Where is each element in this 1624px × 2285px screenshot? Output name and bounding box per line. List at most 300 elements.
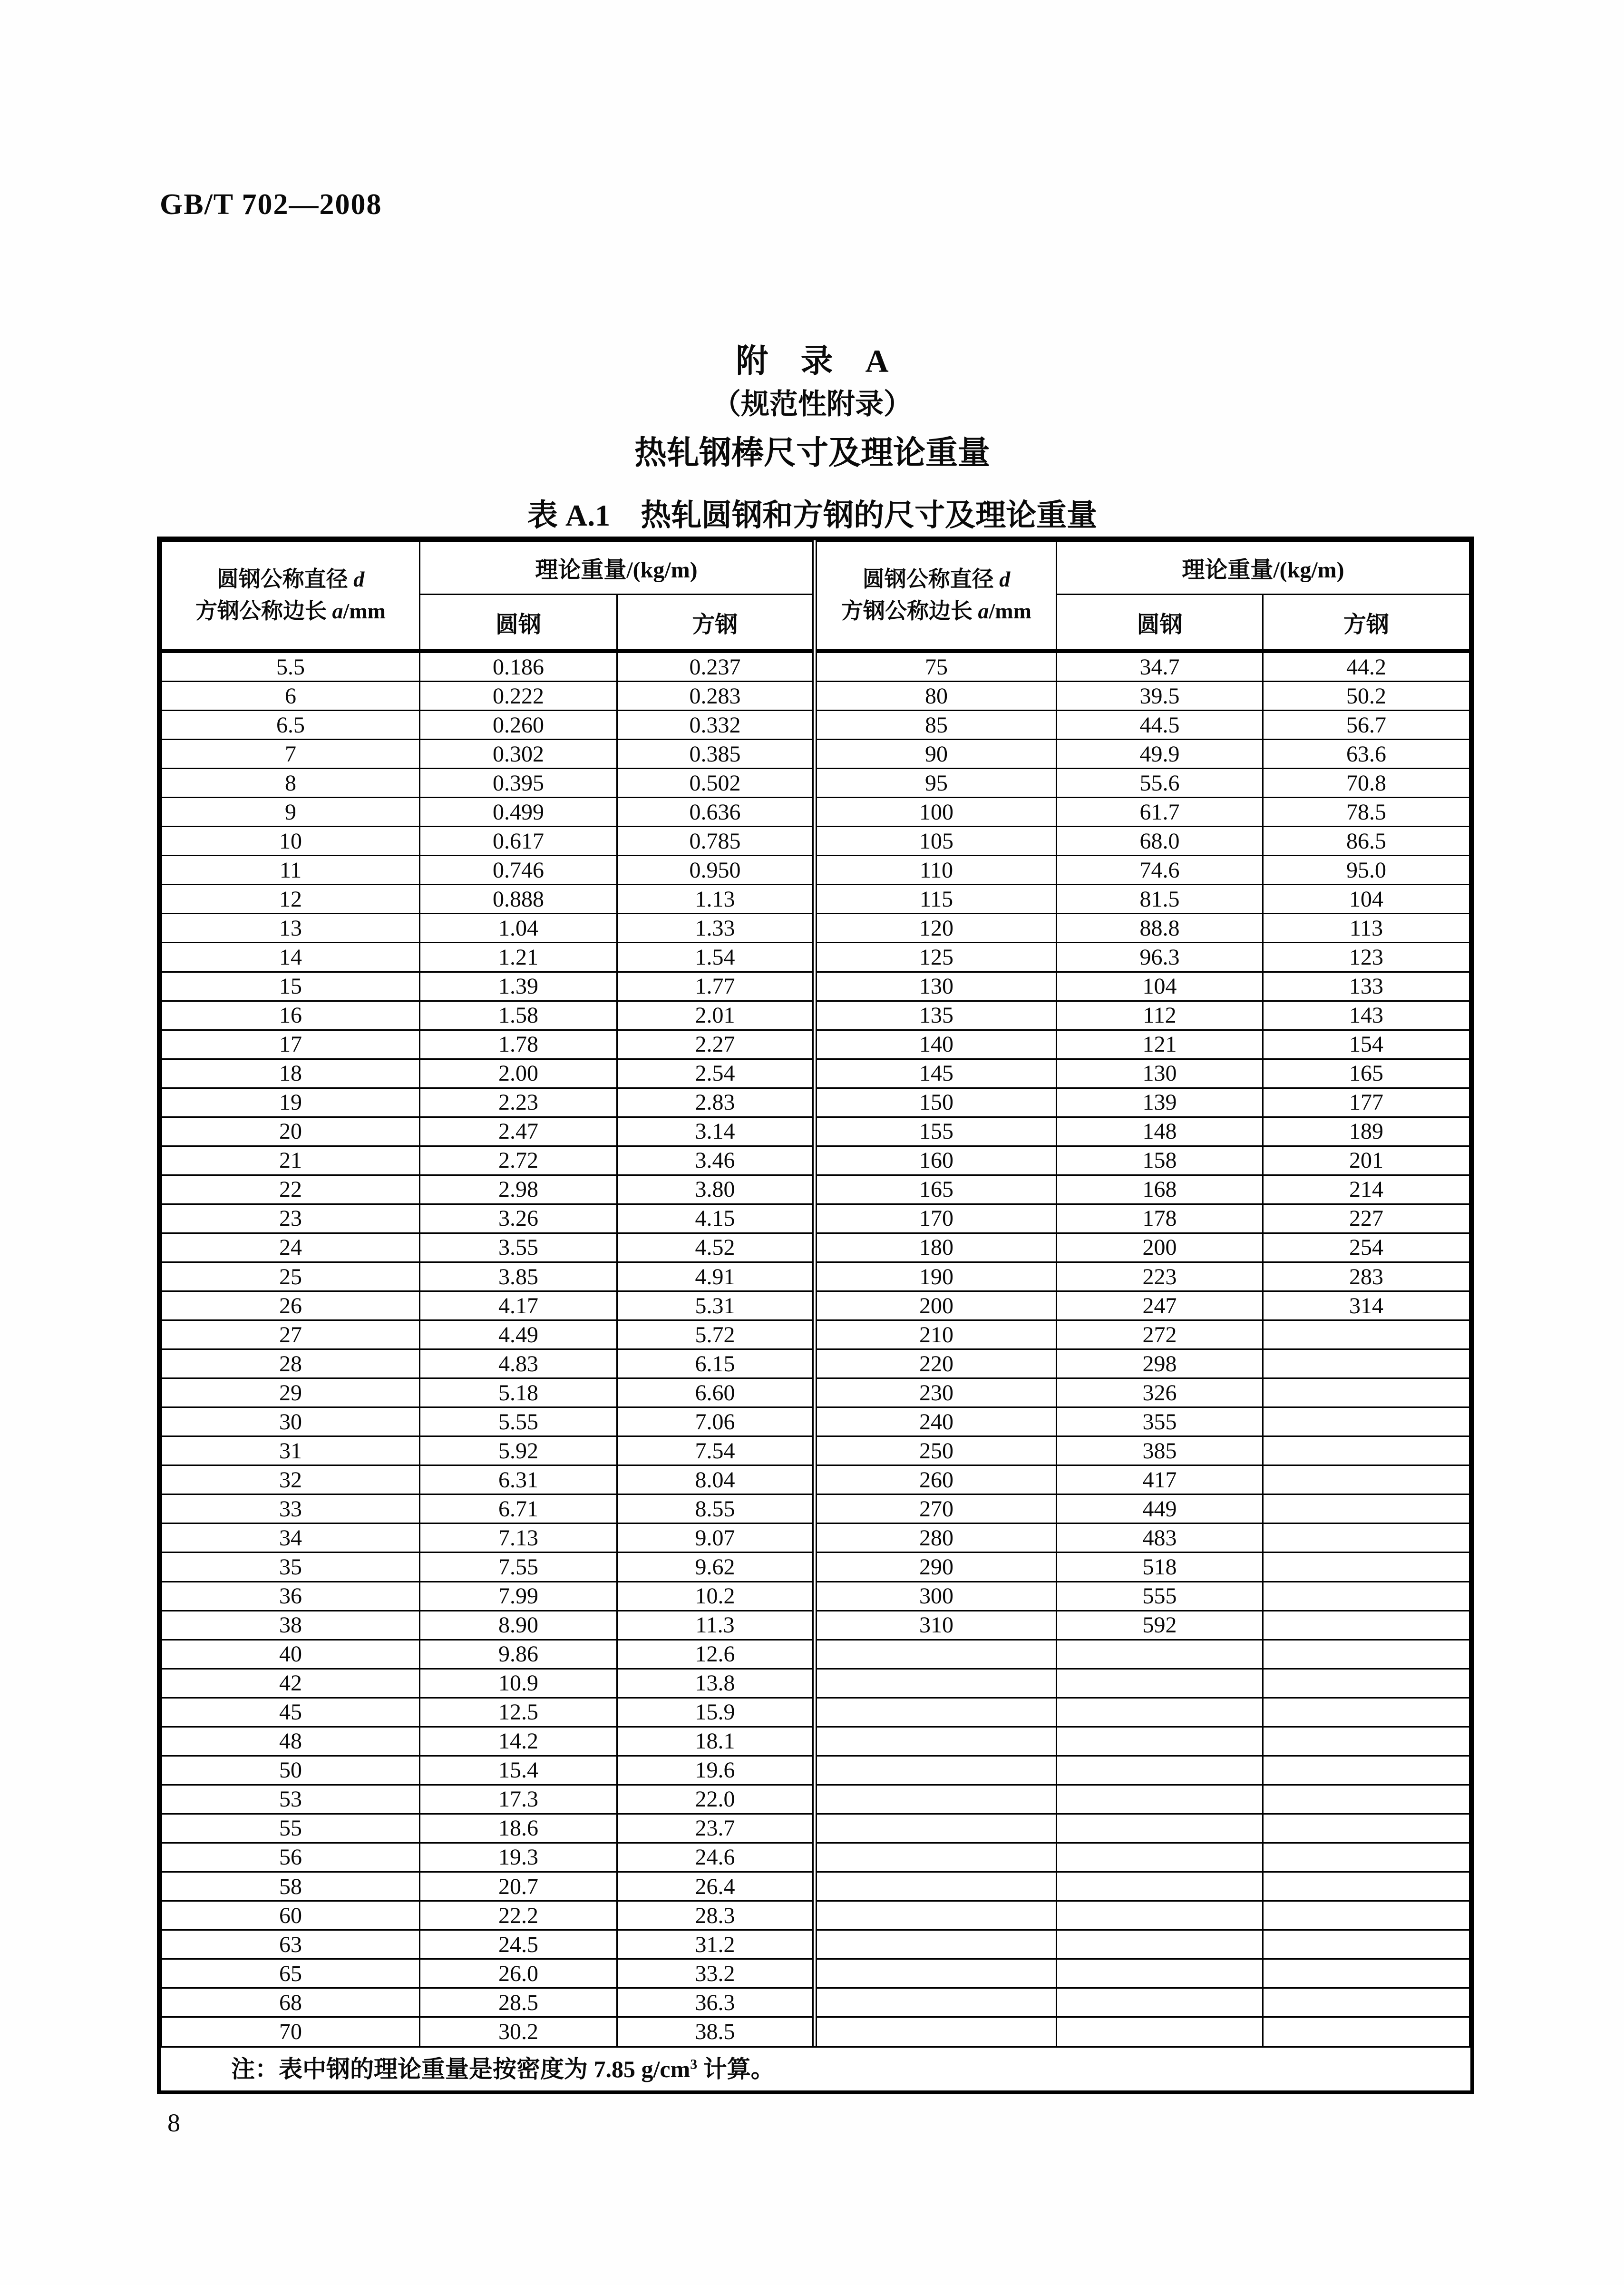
cell-round-weight (1056, 2017, 1263, 2047)
cell-round-weight: 247 (1056, 1291, 1263, 1320)
cell-square-weight: 189 (1263, 1117, 1469, 1146)
cell-diameter (816, 1930, 1056, 1959)
table-row (162, 1843, 813, 1872)
cell-diameter: 34 (162, 1523, 420, 1553)
cell-square-weight: 0.785 (617, 827, 813, 856)
cell-square-weight: 8.55 (617, 1494, 813, 1523)
header-size-line1: 圆钢公称直径 (216, 567, 354, 592)
cell-square-weight: 7.06 (617, 1407, 813, 1436)
cell-diameter: 14 (162, 943, 420, 972)
cell-square-weight: 0.237 (617, 651, 813, 682)
cell-round-weight: 178 (1056, 1204, 1263, 1233)
cell-square-weight: 15.9 (617, 1698, 813, 1727)
cell-square-weight (1263, 1378, 1469, 1407)
cell-round-weight: 88.8 (1056, 914, 1263, 943)
cell-square-weight: 133 (1263, 972, 1469, 1001)
table-row (816, 943, 1469, 972)
table-row (816, 885, 1469, 914)
cell-round-weight: 0.186 (420, 651, 617, 682)
table-row (162, 1349, 813, 1378)
table-row (162, 1959, 813, 1988)
cell-round-weight: 0.302 (420, 740, 617, 769)
cell-square-weight (1263, 1785, 1469, 1814)
cell-round-weight: 20.7 (420, 1872, 617, 1901)
cell-square-weight (1263, 1582, 1469, 1611)
cell-round-weight: 223 (1056, 1262, 1263, 1291)
cell-diameter: 26 (162, 1291, 420, 1320)
table-row (816, 1814, 1469, 1843)
cell-square-weight: 5.72 (617, 1320, 813, 1349)
table-row (816, 914, 1469, 943)
cell-round-weight: 0.222 (420, 682, 617, 711)
cell-round-weight: 0.888 (420, 885, 617, 914)
cell-square-weight: 4.52 (617, 1233, 813, 1262)
header-size-unit: /mm (343, 599, 386, 623)
cell-round-weight: 74.6 (1056, 856, 1263, 885)
cell-round-weight: 7.99 (420, 1582, 617, 1611)
cell-square-weight (1263, 1611, 1469, 1640)
cell-square-weight: 177 (1263, 1088, 1469, 1117)
table-row (162, 1814, 813, 1843)
header-size-column (816, 541, 1056, 652)
cell-round-weight: 3.55 (420, 1233, 617, 1262)
cell-diameter: 10 (162, 827, 420, 856)
cell-round-weight: 7.13 (420, 1523, 617, 1553)
table-row (816, 1698, 1469, 1727)
cell-diameter: 35 (162, 1553, 420, 1582)
cell-square-weight (1263, 1756, 1469, 1785)
cell-square-weight: 0.332 (617, 711, 813, 740)
table-row (816, 1553, 1469, 1582)
cell-round-weight: 22.2 (420, 1901, 617, 1930)
cell-diameter (816, 1756, 1056, 1785)
table-row (816, 1523, 1469, 1553)
table-row (162, 885, 813, 914)
header-square-steel: 方钢 (1263, 595, 1469, 651)
cell-square-weight (1263, 1930, 1469, 1959)
note-text-suffix: 计算。 (697, 2056, 775, 2082)
cell-square-weight: 33.2 (617, 1959, 813, 1988)
cell-round-weight: 1.21 (420, 943, 617, 972)
cell-round-weight: 2.23 (420, 1088, 617, 1117)
cell-round-weight: 55.6 (1056, 769, 1263, 798)
cell-diameter: 210 (816, 1320, 1056, 1349)
table-row (162, 1785, 813, 1814)
cell-diameter: 23 (162, 1204, 420, 1233)
cell-square-weight: 36.3 (617, 1988, 813, 2017)
cell-square-weight (1263, 1698, 1469, 1727)
cell-round-weight: 6.31 (420, 1465, 617, 1494)
cell-round-weight: 6.71 (420, 1494, 617, 1523)
cell-square-weight (1263, 1727, 1469, 1756)
cell-diameter: 65 (162, 1959, 420, 1988)
table-left-body (162, 651, 813, 2047)
table-row (816, 1146, 1469, 1175)
table-row (162, 1204, 813, 1233)
appendix-title: 附 录 A (736, 343, 889, 379)
cell-round-weight: 2.98 (420, 1175, 617, 1204)
cell-diameter: 170 (816, 1204, 1056, 1233)
table-row (162, 1872, 813, 1901)
cell-square-weight: 11.3 (617, 1611, 813, 1640)
cell-diameter: 12 (162, 885, 420, 914)
cell-diameter: 220 (816, 1349, 1056, 1378)
cell-round-weight: 0.617 (420, 827, 617, 856)
cell-square-weight: 2.54 (617, 1059, 813, 1088)
cell-round-weight: 26.0 (420, 1959, 617, 1988)
cell-diameter: 90 (816, 740, 1056, 769)
cell-square-weight: 13.8 (617, 1669, 813, 1698)
cell-diameter: 150 (816, 1088, 1056, 1117)
cell-diameter: 145 (816, 1059, 1056, 1088)
table-row (816, 2017, 1469, 2047)
cell-diameter: 50 (162, 1756, 420, 1785)
table-row (162, 1117, 813, 1146)
var-a: a (332, 599, 343, 623)
standard-code: GB/T 702—2008 (160, 188, 382, 221)
cell-round-weight: 121 (1056, 1030, 1263, 1059)
table-row (162, 1669, 813, 1698)
cell-square-weight: 113 (1263, 914, 1469, 943)
cell-square-weight: 44.2 (1263, 651, 1469, 682)
header-size-unit: /mm (989, 599, 1031, 623)
var-d: d (353, 567, 365, 592)
table-row (816, 1262, 1469, 1291)
cell-diameter (816, 1843, 1056, 1872)
cell-square-weight: 154 (1263, 1030, 1469, 1059)
table-row (162, 1001, 813, 1030)
cell-square-weight: 3.46 (617, 1146, 813, 1175)
header-size-column (162, 541, 420, 652)
table-row (816, 1901, 1469, 1930)
cell-diameter: 155 (816, 1117, 1056, 1146)
cell-diameter: 28 (162, 1349, 420, 1378)
table-row (816, 972, 1469, 1001)
cell-square-weight: 143 (1263, 1001, 1469, 1030)
cell-diameter (816, 1959, 1056, 1988)
cell-square-weight (1263, 1494, 1469, 1523)
table-row (162, 1175, 813, 1204)
cell-square-weight: 0.636 (617, 798, 813, 827)
table-note (161, 2046, 1470, 2090)
cell-diameter: 270 (816, 1494, 1056, 1523)
table-row (816, 711, 1469, 740)
cell-round-weight: 96.3 (1056, 943, 1263, 972)
table-row (816, 1436, 1469, 1465)
cell-diameter: 8 (162, 769, 420, 798)
cell-round-weight: 5.92 (420, 1436, 617, 1465)
cell-diameter: 27 (162, 1320, 420, 1349)
table-row (816, 1117, 1469, 1146)
cell-square-weight: 1.77 (617, 972, 813, 1001)
cell-round-weight: 0.499 (420, 798, 617, 827)
cell-diameter: 75 (816, 651, 1056, 682)
cell-square-weight (1263, 1959, 1469, 1988)
cell-round-weight: 4.49 (420, 1320, 617, 1349)
table-row (162, 1611, 813, 1640)
cell-diameter: 68 (162, 1988, 420, 2017)
cell-diameter: 85 (816, 711, 1056, 740)
cell-diameter: 6 (162, 682, 420, 711)
table-row (816, 1001, 1469, 1030)
cell-diameter: 32 (162, 1465, 420, 1494)
cell-diameter: 56 (162, 1843, 420, 1872)
cell-round-weight: 483 (1056, 1523, 1263, 1553)
cell-round-weight: 272 (1056, 1320, 1263, 1349)
appendix-heading: 热轧钢棒尺寸及理论重量 (634, 435, 990, 471)
table-row (162, 1756, 813, 1785)
cell-round-weight: 28.5 (420, 1988, 617, 2017)
cell-diameter: 140 (816, 1030, 1056, 1059)
cell-diameter: 6.5 (162, 711, 420, 740)
cell-diameter: 21 (162, 1146, 420, 1175)
table-row (816, 1727, 1469, 1756)
table-left-half (161, 540, 814, 2047)
cell-square-weight: 0.385 (617, 740, 813, 769)
cell-round-weight (1056, 1727, 1263, 1756)
cell-round-weight: 0.395 (420, 769, 617, 798)
table-row (162, 1088, 813, 1117)
cell-diameter: 7 (162, 740, 420, 769)
table-right-half (816, 540, 1470, 2047)
header-size-line2: 方钢公称边长 (195, 599, 332, 623)
table-row (816, 1088, 1469, 1117)
cell-diameter: 80 (816, 682, 1056, 711)
cell-diameter: 63 (162, 1930, 420, 1959)
cell-diameter: 38 (162, 1611, 420, 1640)
table-caption: 表 A.1 热轧圆钢和方钢的尺寸及理论重量 (527, 498, 1098, 532)
cell-square-weight: 104 (1263, 885, 1469, 914)
table-row (816, 1669, 1469, 1698)
table-row (162, 1030, 813, 1059)
cell-square-weight: 95.0 (1263, 856, 1469, 885)
cell-square-weight: 24.6 (617, 1843, 813, 1872)
table-row (162, 769, 813, 798)
table-row (162, 1494, 813, 1523)
table-row (816, 651, 1469, 682)
cell-square-weight (1263, 1320, 1469, 1349)
cell-diameter: 60 (162, 1901, 420, 1930)
cell-square-weight: 3.14 (617, 1117, 813, 1146)
cell-square-weight (1263, 1523, 1469, 1553)
cell-diameter: 31 (162, 1436, 420, 1465)
table-row (162, 1582, 813, 1611)
cell-square-weight: 214 (1263, 1175, 1469, 1204)
cell-round-weight: 5.18 (420, 1378, 617, 1407)
cell-round-weight: 385 (1056, 1436, 1263, 1465)
cell-round-weight: 2.47 (420, 1117, 617, 1146)
cell-square-weight: 9.07 (617, 1523, 813, 1553)
cell-diameter: 40 (162, 1640, 420, 1669)
cell-diameter: 250 (816, 1436, 1056, 1465)
table-row (162, 1320, 813, 1349)
cell-square-weight: 31.2 (617, 1930, 813, 1959)
appendix-subtitle: （规范性附录） (712, 389, 912, 420)
cell-diameter: 190 (816, 1262, 1056, 1291)
cell-diameter: 17 (162, 1030, 420, 1059)
table-row (816, 1233, 1469, 1262)
cell-diameter: 115 (816, 885, 1056, 914)
header-size-line1: 圆钢公称直径 (862, 567, 1000, 592)
cell-round-weight: 104 (1056, 972, 1263, 1001)
cell-diameter (816, 1814, 1056, 1843)
cell-round-weight: 10.9 (420, 1669, 617, 1698)
table-halves (161, 540, 1470, 2046)
cell-diameter: 20 (162, 1117, 420, 1146)
cell-diameter: 260 (816, 1465, 1056, 1494)
cell-diameter: 125 (816, 943, 1056, 972)
cell-round-weight (1056, 1959, 1263, 1988)
cell-round-weight: 15.4 (420, 1756, 617, 1785)
cell-square-weight: 6.15 (617, 1349, 813, 1378)
cell-round-weight: 39.5 (1056, 682, 1263, 711)
cell-diameter: 25 (162, 1262, 420, 1291)
cell-round-weight: 1.39 (420, 972, 617, 1001)
cell-square-weight: 7.54 (617, 1436, 813, 1465)
cell-round-weight (1056, 1785, 1263, 1814)
table-row (816, 1291, 1469, 1320)
cell-square-weight: 6.60 (617, 1378, 813, 1407)
cell-square-weight: 56.7 (1263, 711, 1469, 740)
cell-round-weight: 592 (1056, 1611, 1263, 1640)
cell-square-weight: 9.62 (617, 1553, 813, 1582)
cell-square-weight: 1.54 (617, 943, 813, 972)
header-row-group (816, 541, 1469, 595)
cell-round-weight: 1.04 (420, 914, 617, 943)
cell-diameter: 160 (816, 1146, 1056, 1175)
cell-diameter: 70 (162, 2017, 420, 2047)
cell-round-weight (1056, 1698, 1263, 1727)
cell-square-weight: 10.2 (617, 1582, 813, 1611)
cell-round-weight: 61.7 (1056, 798, 1263, 827)
cell-square-weight (1263, 1349, 1469, 1378)
cell-round-weight: 3.85 (420, 1262, 617, 1291)
cell-round-weight: 44.5 (1056, 711, 1263, 740)
table-row (162, 2017, 813, 2047)
cell-diameter: 310 (816, 1611, 1056, 1640)
cell-square-weight: 38.5 (617, 2017, 813, 2047)
table-row (816, 856, 1469, 885)
cell-square-weight: 2.01 (617, 1001, 813, 1030)
table-row (816, 1988, 1469, 2017)
cell-round-weight (1056, 1669, 1263, 1698)
table-row (162, 1640, 813, 1669)
table-row (162, 1727, 813, 1756)
table-row (816, 827, 1469, 856)
cell-square-weight: 28.3 (617, 1901, 813, 1930)
cell-square-weight: 18.1 (617, 1727, 813, 1756)
cell-round-weight (1056, 1930, 1263, 1959)
table-row (816, 1204, 1469, 1233)
cell-diameter (816, 1727, 1056, 1756)
var-a: a (978, 599, 989, 623)
cell-diameter: 165 (816, 1175, 1056, 1204)
table-a1 (157, 537, 1474, 2094)
table-row (162, 914, 813, 943)
cell-round-weight: 19.3 (420, 1843, 617, 1872)
cell-round-weight: 8.90 (420, 1611, 617, 1640)
cell-square-weight: 0.502 (617, 769, 813, 798)
cell-round-weight: 518 (1056, 1553, 1263, 1582)
cell-diameter: 30 (162, 1407, 420, 1436)
table-row (162, 1523, 813, 1553)
cell-square-weight: 63.6 (1263, 740, 1469, 769)
cell-diameter: 22 (162, 1175, 420, 1204)
table-row (162, 1553, 813, 1582)
table-row (816, 1378, 1469, 1407)
table-row (816, 1959, 1469, 1988)
cell-round-weight: 14.2 (420, 1727, 617, 1756)
cell-diameter: 58 (162, 1872, 420, 1901)
cell-diameter: 29 (162, 1378, 420, 1407)
cell-square-weight: 86.5 (1263, 827, 1469, 856)
header-size-line2: 方钢公称边长 (841, 599, 978, 623)
cell-round-weight: 326 (1056, 1378, 1263, 1407)
cell-square-weight: 1.33 (617, 914, 813, 943)
cell-diameter: 240 (816, 1407, 1056, 1436)
table-row (816, 1640, 1469, 1669)
cell-round-weight: 2.72 (420, 1146, 617, 1175)
cell-diameter: 48 (162, 1727, 420, 1756)
table-row (816, 1785, 1469, 1814)
cell-square-weight: 70.8 (1263, 769, 1469, 798)
cell-round-weight: 298 (1056, 1349, 1263, 1378)
table-row (162, 1262, 813, 1291)
table-row (162, 1407, 813, 1436)
cell-diameter: 24 (162, 1233, 420, 1262)
cell-round-weight: 12.5 (420, 1698, 617, 1727)
cell-round-weight (1056, 1988, 1263, 2017)
table-row (162, 711, 813, 740)
cell-round-weight: 112 (1056, 1001, 1263, 1030)
table-row (162, 1930, 813, 1959)
cell-round-weight: 1.58 (420, 1001, 617, 1030)
table-right-body (816, 651, 1469, 2047)
cell-square-weight: 2.83 (617, 1088, 813, 1117)
cell-diameter: 33 (162, 1494, 420, 1523)
cell-diameter (816, 2017, 1056, 2047)
cell-diameter (816, 1988, 1056, 2017)
cell-round-weight: 2.00 (420, 1059, 617, 1088)
cell-round-weight: 130 (1056, 1059, 1263, 1088)
header-round-steel: 圆钢 (420, 595, 617, 651)
cell-square-weight: 314 (1263, 1291, 1469, 1320)
cell-square-weight: 4.15 (617, 1204, 813, 1233)
cell-diameter: 19 (162, 1088, 420, 1117)
cell-diameter (816, 1640, 1056, 1669)
cell-round-weight: 81.5 (1056, 885, 1263, 914)
cell-square-weight (1263, 1901, 1469, 1930)
header-round-steel: 圆钢 (1056, 595, 1263, 651)
table-row (816, 1175, 1469, 1204)
cell-diameter (816, 1785, 1056, 1814)
cell-square-weight: 4.91 (617, 1262, 813, 1291)
cell-square-weight: 26.4 (617, 1872, 813, 1901)
cell-diameter: 120 (816, 914, 1056, 943)
table-row (816, 1611, 1469, 1640)
cell-square-weight: 123 (1263, 943, 1469, 972)
cell-round-weight: 1.78 (420, 1030, 617, 1059)
cell-diameter: 180 (816, 1233, 1056, 1262)
table-row (162, 1378, 813, 1407)
cell-round-weight: 200 (1056, 1233, 1263, 1262)
cell-square-weight (1263, 1553, 1469, 1582)
cell-diameter (816, 1698, 1056, 1727)
cell-square-weight (1263, 1407, 1469, 1436)
cell-square-weight (1263, 1465, 1469, 1494)
cell-diameter: 200 (816, 1291, 1056, 1320)
cell-round-weight: 17.3 (420, 1785, 617, 1814)
